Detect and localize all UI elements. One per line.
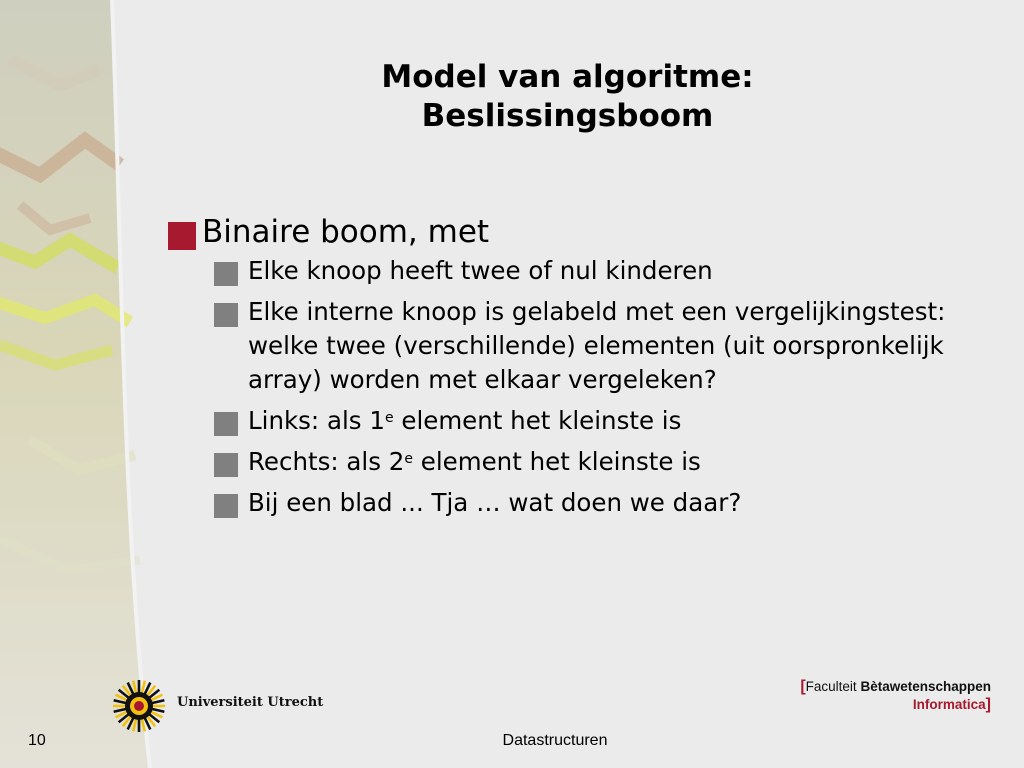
sub-bullet-text: Elke interne knoop is gelabeld met een vergelijkingstest: welke twee (verschillende) elementen (uit oorspronkelijk array) worden met elkaar vergeleken?	[248, 297, 946, 394]
grey-square-bullet-icon	[214, 453, 238, 477]
grey-square-bullet-icon	[214, 412, 238, 436]
sub-bullet-text: Bij een blad ... Tja … wat doen we daar?	[248, 488, 742, 517]
decorative-side-panel	[0, 0, 160, 768]
title-line-2: Beslissingsboom	[421, 98, 714, 134]
sub-bullet-text: Elke knoop heeft twee of nul kinderen	[248, 256, 713, 285]
sub-bullet-text: Links: als 1e element het kleinste is	[248, 406, 682, 435]
red-square-bullet-icon	[168, 222, 196, 250]
faculty-label: Faculteit	[805, 679, 857, 694]
footer-course-title: Datastructuren	[502, 732, 608, 749]
main-bullet-text: Binaire boom, met	[202, 214, 490, 250]
sub-bullet	[214, 295, 948, 397]
sub-bullet	[214, 445, 948, 479]
grey-square-bullet-icon	[214, 303, 238, 327]
sub-bullet	[214, 486, 948, 520]
grey-square-bullet-icon	[214, 494, 238, 518]
slide-number: 10	[28, 732, 46, 749]
faculty-name: Bètawetenschappen	[860, 679, 991, 694]
university-seal-logo	[112, 679, 166, 737]
main-bullet	[166, 211, 966, 253]
sub-bullet	[214, 254, 948, 288]
slide-title	[330, 58, 805, 136]
university-name: Universiteit Utrecht	[177, 695, 324, 710]
sub-bullet-text: Rechts: als 2e element het kleinste is	[248, 447, 701, 476]
department-name: Informatica	[912, 697, 986, 712]
grey-square-bullet-icon	[214, 262, 238, 286]
faculty-logo: [Faculteit Bètawetenschappen Informatica]	[800, 678, 991, 713]
title-line-1: Model van algoritme:	[381, 59, 754, 95]
sub-bullet	[214, 404, 948, 438]
slide-content	[166, 211, 966, 527]
